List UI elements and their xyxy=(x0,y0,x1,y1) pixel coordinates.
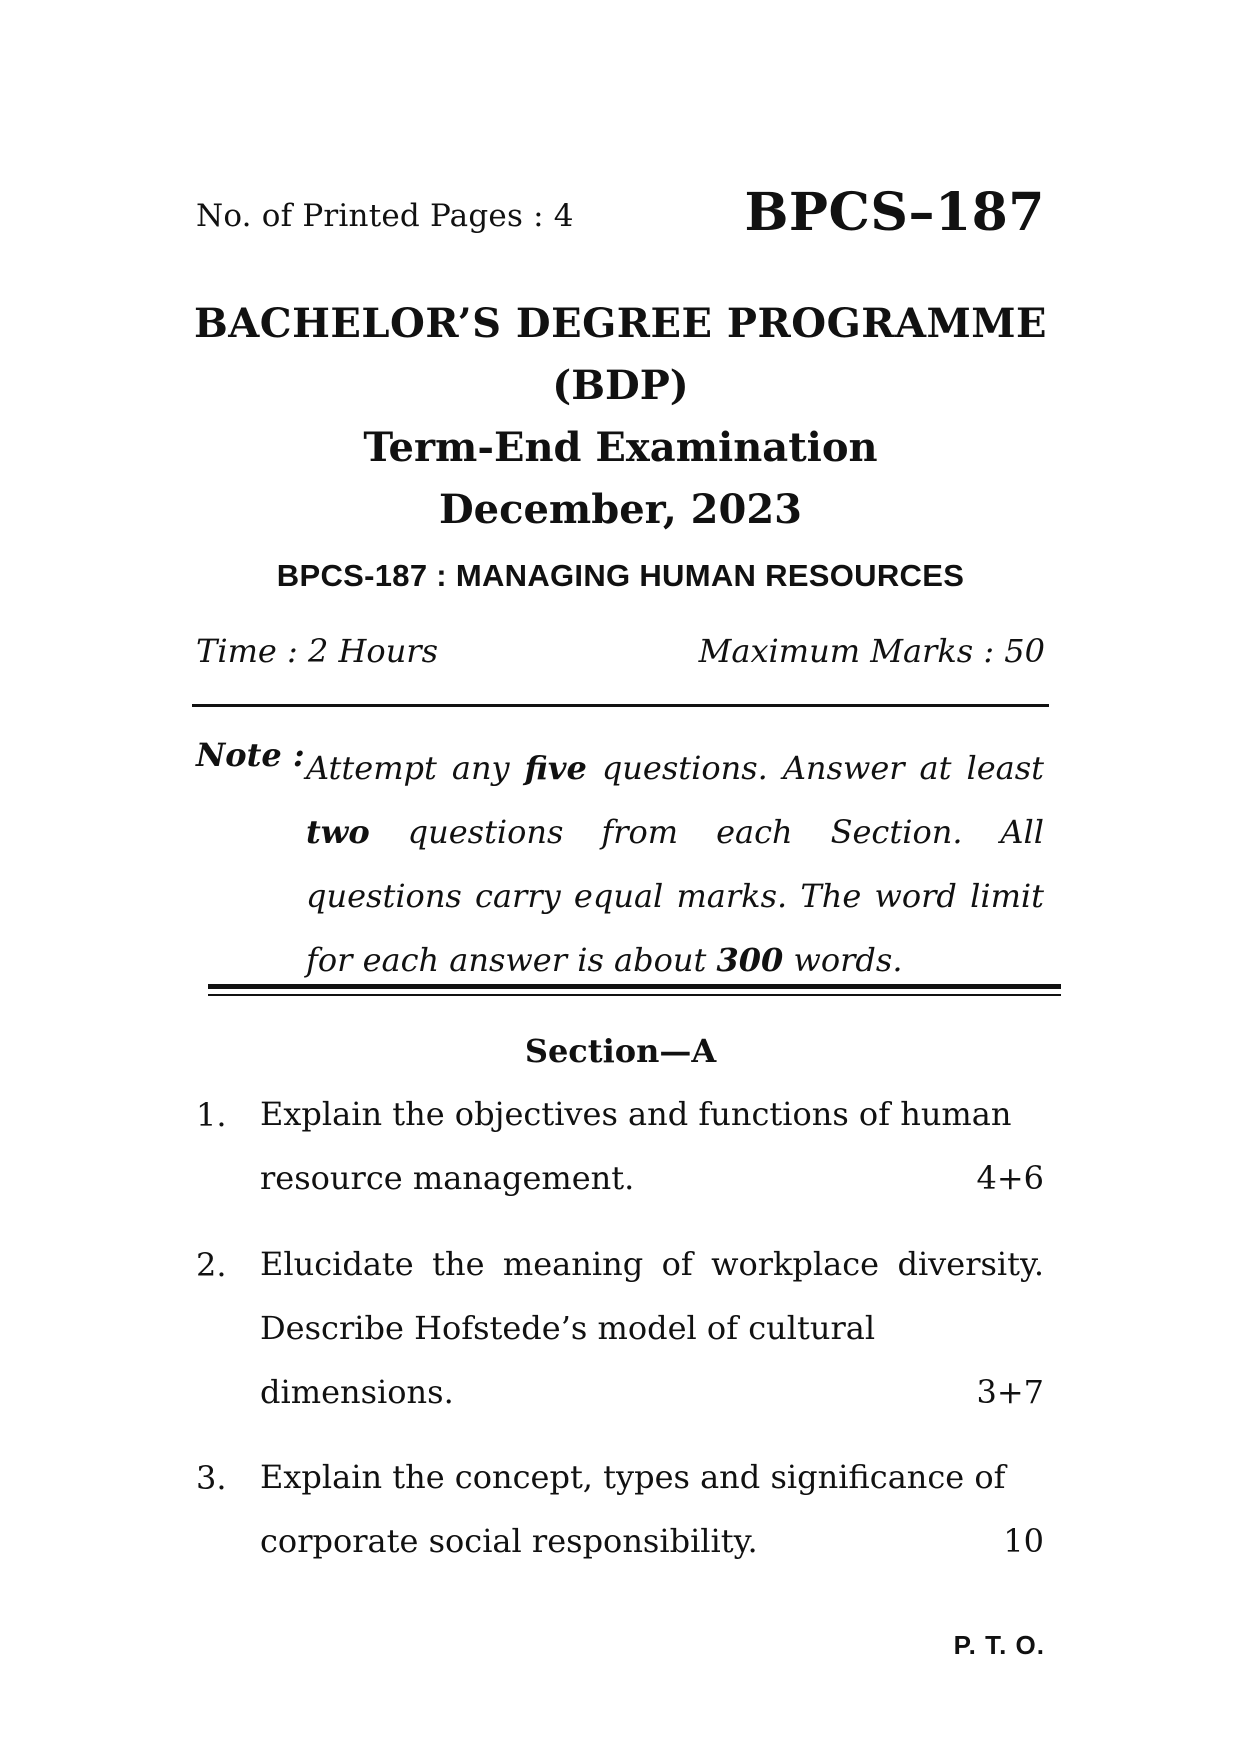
exam-duration: Time : 2 Hours xyxy=(196,632,439,670)
note-bold-five: five xyxy=(524,749,587,787)
note-text-part: Attempt any xyxy=(306,749,525,787)
note-text-part: words. xyxy=(783,941,903,979)
question-marks: 10 xyxy=(1003,1522,1044,1560)
course-code: BPCS–187 xyxy=(744,182,1045,243)
header-divider xyxy=(192,704,1049,707)
section-heading: Section—A xyxy=(524,1032,717,1070)
course-title: BPCS-187 : MANAGING HUMAN RESOURCES xyxy=(276,558,965,593)
question-last-line xyxy=(260,1360,1044,1424)
question-body xyxy=(260,1232,1044,1424)
question-body xyxy=(260,1082,1044,1210)
printed-pages-count: No. of Printed Pages : 4 xyxy=(196,198,574,234)
question-number: 3. xyxy=(196,1459,227,1497)
question-number: 2. xyxy=(196,1246,227,1284)
note-bold-two: two xyxy=(306,813,370,851)
question-text-end: corporate social responsibility. xyxy=(260,1522,758,1560)
note-text-part: questions. Answer at least xyxy=(586,749,1045,787)
question-marks: 4+6 xyxy=(976,1159,1044,1197)
question-number: 1. xyxy=(196,1096,227,1134)
note-divider-thick xyxy=(208,984,1061,989)
question-text-end: resource management. xyxy=(260,1159,635,1197)
question-last-line xyxy=(260,1146,1044,1210)
exam-title: Term-End Examination xyxy=(363,424,878,471)
note-instructions xyxy=(306,736,1044,992)
note-label: Note : xyxy=(196,736,305,774)
question-marks: 3+7 xyxy=(976,1373,1044,1411)
question-text-end: dimensions. xyxy=(260,1373,454,1411)
note-divider-thin xyxy=(208,994,1061,996)
note-text-part: questions from each Section. All questions carry equal marks. The word limit for each answer is about xyxy=(306,813,1044,979)
question-body xyxy=(260,1445,1044,1573)
please-turn-over: P. T. O. xyxy=(953,1630,1045,1660)
question-last-line xyxy=(260,1509,1044,1573)
question-text: Explain the objectives and functions of human xyxy=(260,1095,1012,1133)
note-bold-word-count: 300 xyxy=(716,941,784,979)
exam-date: December, 2023 xyxy=(438,486,803,533)
programme-title: BACHELOR’S DEGREE PROGRAMME xyxy=(193,300,1048,347)
programme-abbreviation: (BDP) xyxy=(552,362,689,409)
question-text: Explain the concept, types and significance of xyxy=(260,1458,1006,1496)
question-text: Elucidate the meaning of workplace diversity. Describe Hofstede’s model of cultural xyxy=(260,1245,1044,1347)
maximum-marks: Maximum Marks : 50 xyxy=(698,632,1045,670)
